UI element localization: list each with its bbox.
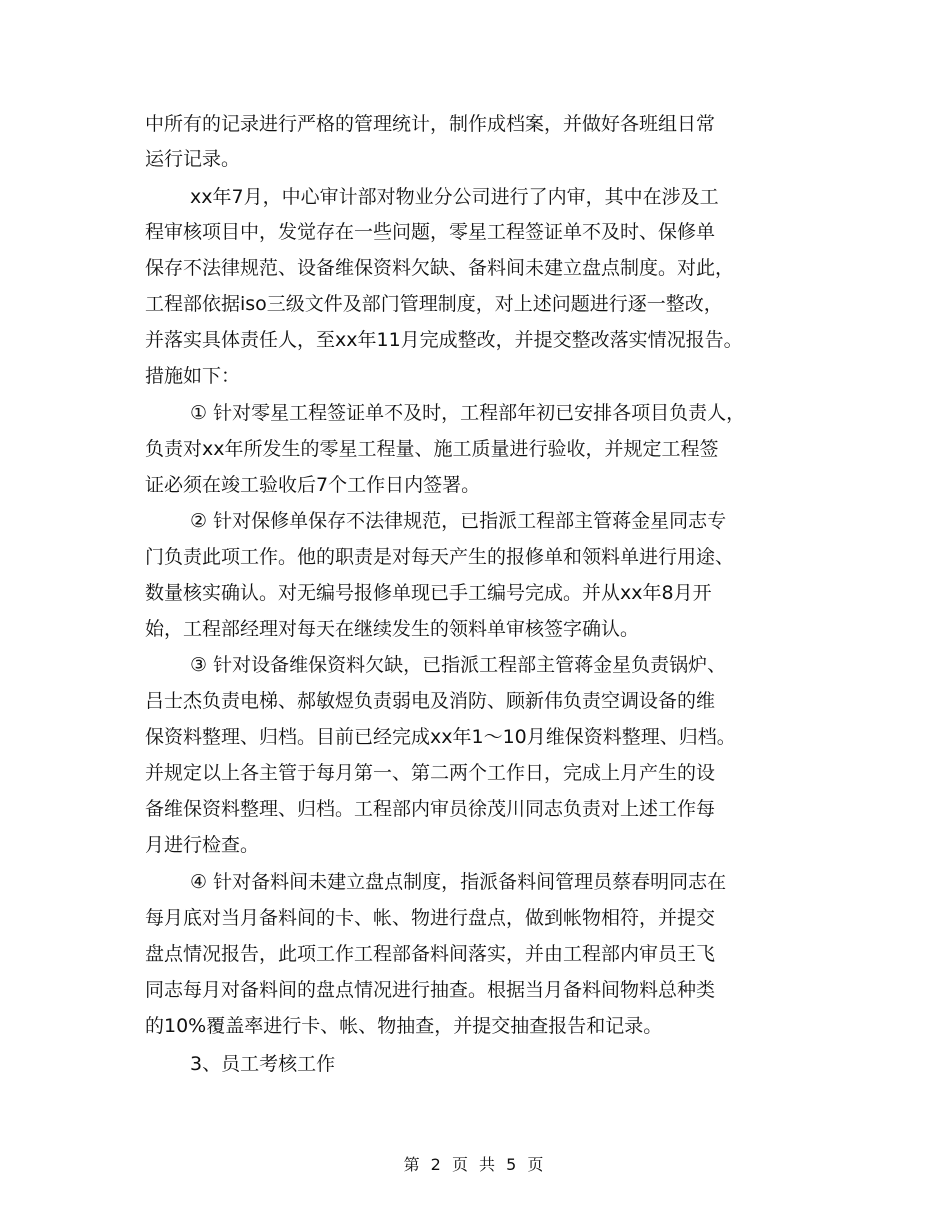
text-line-content: 并规定以上各主管于每月第一、第二两个工作日，完成上月产生的设	[145, 762, 716, 784]
text-line-content: 程审核项目中，发觉存在一些问题，零星工程签证单不及时、保修单	[145, 221, 716, 243]
text-line-content: 运行记录。	[145, 148, 241, 170]
text-line-content: ④ 针对备料间未建立盘点制度，指派备料间管理员蔡春明同志在	[190, 871, 727, 893]
text-line-content: 中所有的记录进行严格的管理统计，制作成档案，并做好各班组日常	[145, 113, 716, 135]
text-line-content: 并落实具体责任人，至xx年11月完成整改，并提交整改落实情况报告。	[145, 329, 743, 351]
text-line-content: 措施如下：	[145, 365, 241, 387]
text-line-content: ① 针对零星工程签证单不及时，工程部年初已安排各项目负责人，	[190, 402, 746, 424]
text-line-content: 月进行检查。	[145, 834, 260, 856]
text-line-content: ② 针对保修单保存不法律规范，已指派工程部主管蒋金星同志专	[190, 510, 727, 532]
text-line-content: ③ 针对设备维保资料欠缺，已指派工程部主管蒋金星负责锅炉、	[190, 654, 727, 676]
page-number-footer: 第 2 页 共 5 页	[403, 1155, 547, 1174]
text-line-content: 保资料整理、归档。目前已经完成xx年1～10月维保资料整理、归档。	[145, 726, 736, 748]
text-line-content: 门负责此项工作。他的职责是对每天产生的报修单和领料单进行用途、	[145, 546, 735, 568]
section-heading-text: 3、员工考核工作	[190, 1053, 336, 1075]
text-line-content: 同志每月对备料间的盘点情况进行抽查。根据当月备料间物料总种类	[145, 979, 716, 1001]
text-line-content: 吕士杰负责电梯、郝敏煜负责弱电及消防、顾新伟负责空调设备的维	[145, 690, 716, 712]
text-line-content: 盘点情况报告，此项工作工程部备料间落实，并由工程部内审员王飞	[145, 943, 716, 965]
text-line-content: 保存不法律规范、设备维保资料欠缺、备料间未建立盘点制度。对此，	[145, 257, 735, 279]
text-line-content: 备维保资料整理、归档。工程部内审员徐茂川同志负责对上述工作每	[145, 798, 716, 820]
text-line-content: 工程部依据iso三级文件及部门管理制度，对上述问题进行逐一整改，	[145, 293, 723, 315]
text-line-content: 负责对xx年所发生的零星工程量、施工质量进行验收，并规定工程签	[145, 438, 719, 460]
text-line-content: 始，工程部经理对每天在继续发生的领料单审核签字确认。	[145, 618, 640, 640]
text-line-content: xx年7月，中心审计部对物业分公司进行了内审，其中在涉及工	[190, 186, 719, 208]
text-line-content: 的10%覆盖率进行卡、帐、物抽查，并提交抽查报告和记录。	[145, 1015, 663, 1037]
text-line-content: 每月底对当月备料间的卡、帐、物进行盘点，做到帐物相符，并提交	[145, 907, 716, 929]
text-line-content: 数量核实确认。对无编号报修单现已手工编号完成。并从xx年8月开	[145, 582, 712, 604]
text-line-content: 证必须在竣工验收后7个工作日内签署。	[145, 474, 481, 496]
